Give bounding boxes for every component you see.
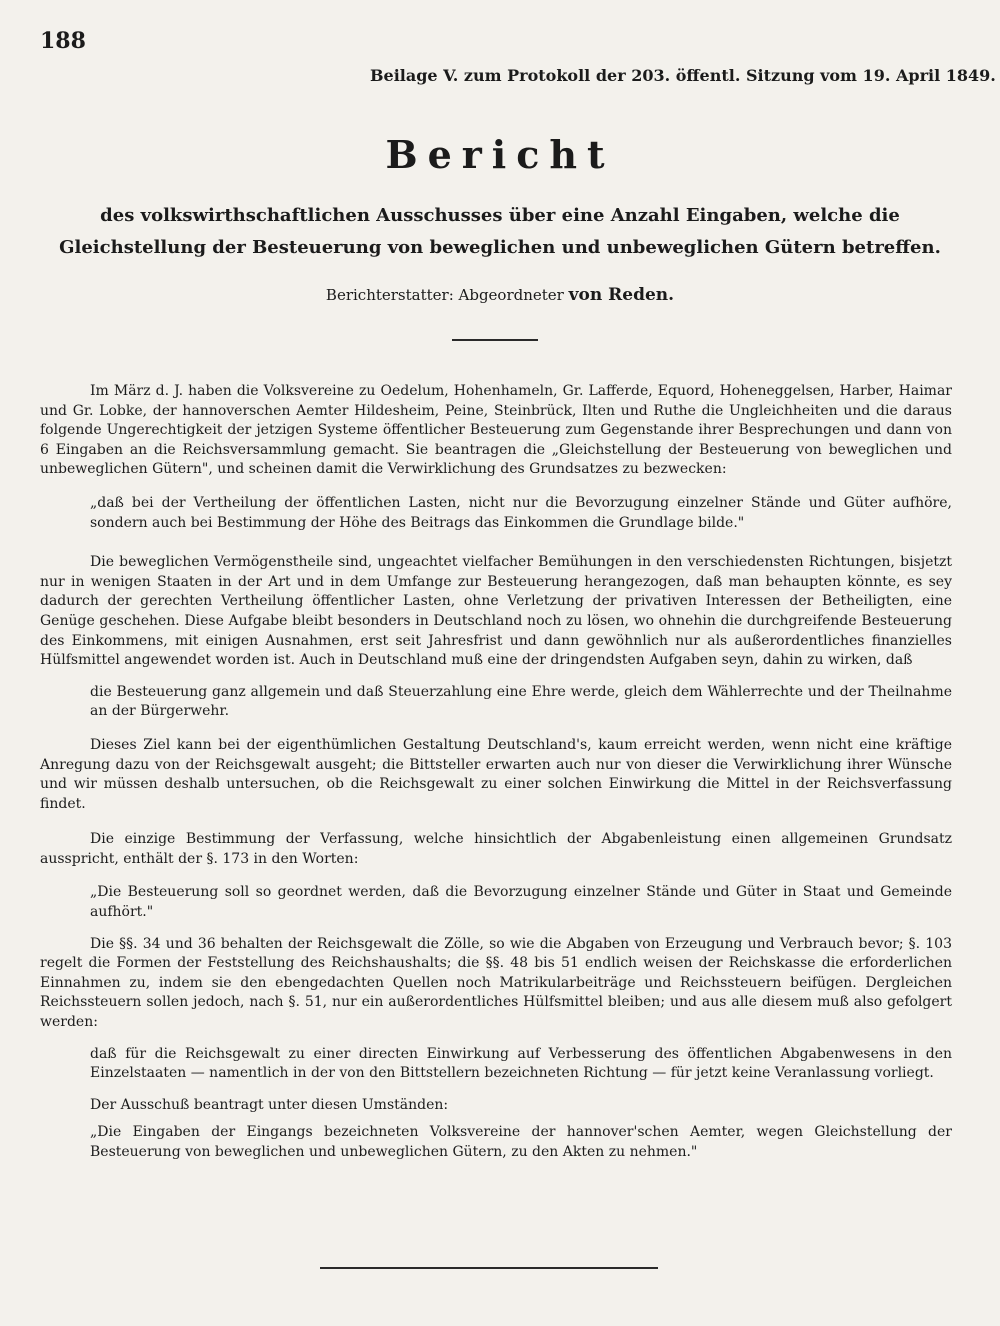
- quote-motion: „Die Eingaben der Eingangs bezeichneten Volksvereine der hannover'schen Aemter, wegen Gleichstellung der Besteuerung von beweglichen und unbeweglichen Gütern, zu den Akten zu nehmen.": [90, 1124, 952, 1160]
- quote-taxation-honor: die Besteuerung ganz allgemein und daß Steuerzahlung eine Ehre werde, gleich dem Wählerrechte und der Theilnahme an der Bürgerwehr.: [90, 683, 952, 720]
- quote-section-173: „Die Besteuerung soll so geordnet werden, daß die Bevorzugung einzelner Stände und Güter in Staat und Gemeinde aufhört.": [90, 884, 952, 921]
- report-body: [40, 382, 952, 1163]
- quote-principle: „daß bei der Vertheilung der öffentlichen Lasten, nicht nur die Bevorzugung einzelner Stände und Güter aufhöre, sondern auch bei Bestimmung der Höhe des Beitrags das Einkommen die Grundlage bilde.": [90, 494, 952, 531]
- paragraph-sections: Die §§. 34 und 36 behalten der Reichsgewalt die Zölle, so wie die Abgaben von Erzeugung und Verbrauch bevor; §. 103 regelt die Formen der Feststellung des Reichshaushalts; die §§. 48 bis 51 endlich weisen der Reichskasse die erforderlichen Einnahmen zu, indem sie den ebengedachten Quellen noch Matrikularbeiträge und Reichssteuern beifügen. Dergleichen Reichssteuern sollen jedoch, nach §. 51, nur ein außerordentliches Hülfsmittel bleiben; und aus alle diesem muß also gefolgert werden:: [40, 935, 952, 1031]
- running-header: Beilage V. zum Protokoll der 203. öffentl. Sitzung vom 19. April 1849.: [370, 66, 996, 85]
- paragraph-reichsgewalt: Dieses Ziel kann bei der eigenthümlichen Gestaltung Deutschland's, kaum erreicht werden, wenn nicht eine kräftige Anregung dazu von der Reichsgewalt ausgeht; die Bittsteller erwarten auch nur von dieser die Verwirklichung ihrer Wünsche und wir müssen deshalb untersuchen, ob die Reichsgewalt zu einer solchen Einwirkung die Mittel in der Reichsverfassung findet.: [40, 736, 952, 812]
- reporter-name: von Reden.: [568, 285, 675, 305]
- page-number: 188: [40, 28, 86, 54]
- reporter-line: [0, 285, 1000, 305]
- paragraph-motion: Der Ausschuß beantragt unter diesen Umständen:: [90, 1096, 449, 1113]
- paragraph-movable-assets: Die beweglichen Vermögenstheile sind, ungeachtet vielfacher Bemühungen in den verschiedensten Richtungen, bisjetzt nur in wenigen Staaten in der Art und in dem Umfange zur Besteuerung herangezogen, daß man behaupten könnte, es sey dadurch der gerechten Vertheilung öffentlicher Lasten, ohne Verletzung der privativen Interessen der Betheiligten, eine Genüge geschehen. Diese Aufgabe bleibt besonders in Deutschland noch zu lösen, wo ohnehin die durchgreifende Besteuerung des Einkommens, mit einigen Ausnahmen, erst seit Jahresfrist und dann gewöhnlich nur als außerordentliches finanzielles Hülfsmittel angewendet worden ist. Auch in Deutschland muß eine der dringendsten Aufgaben seyn, dahin zu wirken, daß: [40, 554, 952, 669]
- document-subtitle: des volkswirthschaftlichen Ausschusses über eine Anzahl Eingaben, welche die Gleichstellung der Besteuerung von beweglichen und unbeweglichen Gütern betreffen.: [59, 205, 941, 258]
- divider-bottom: [320, 1267, 658, 1269]
- quote-conclusion: daß für die Reichsgewalt zu einer directen Einwirkung auf Verbesserung des öffentlichen Abgabenwesens in den Einzelstaaten — namentlich in der von den Bittstellern bezeichneten Richtung — für jetzt keine Veranlassung vorliegt.: [90, 1045, 952, 1082]
- reporter-label: Berichterstatter: Abgeordneter: [325, 286, 564, 304]
- paragraph-intro: Im März d. J. haben die Volksvereine zu Oedelum, Hohenhameln, Gr. Lafferde, Equord, Hoheneggelsen, Harber, Haimar und Gr. Lobke, der hannoverschen Aemter Hildesheim, Peine, Steinbrück, Ilten und Ruthe die Ungleichheiten und die daraus folgende Ungerechtigkeit der jetzigen Systeme öffentlicher Besteuerung zum Gegenstande ihrer Besprechungen und dann von 6 Eingaben an die Reichsversammlung gemacht. Sie beantragen die „Gleichstellung der Besteuerung von beweglichen und unbeweglichen Gütern", und scheinen damit die Verwirklichung des Grundsatzes zu bezwecken:: [40, 383, 952, 478]
- document-title: Bericht: [385, 132, 615, 177]
- paragraph-constitution: Die einzige Bestimmung der Verfassung, welche hinsichtlich der Abgabenleistung einen allgemeinen Grundsatz ausspricht, enthält der §. 173 in den Worten:: [40, 831, 952, 867]
- divider-top: [452, 339, 538, 341]
